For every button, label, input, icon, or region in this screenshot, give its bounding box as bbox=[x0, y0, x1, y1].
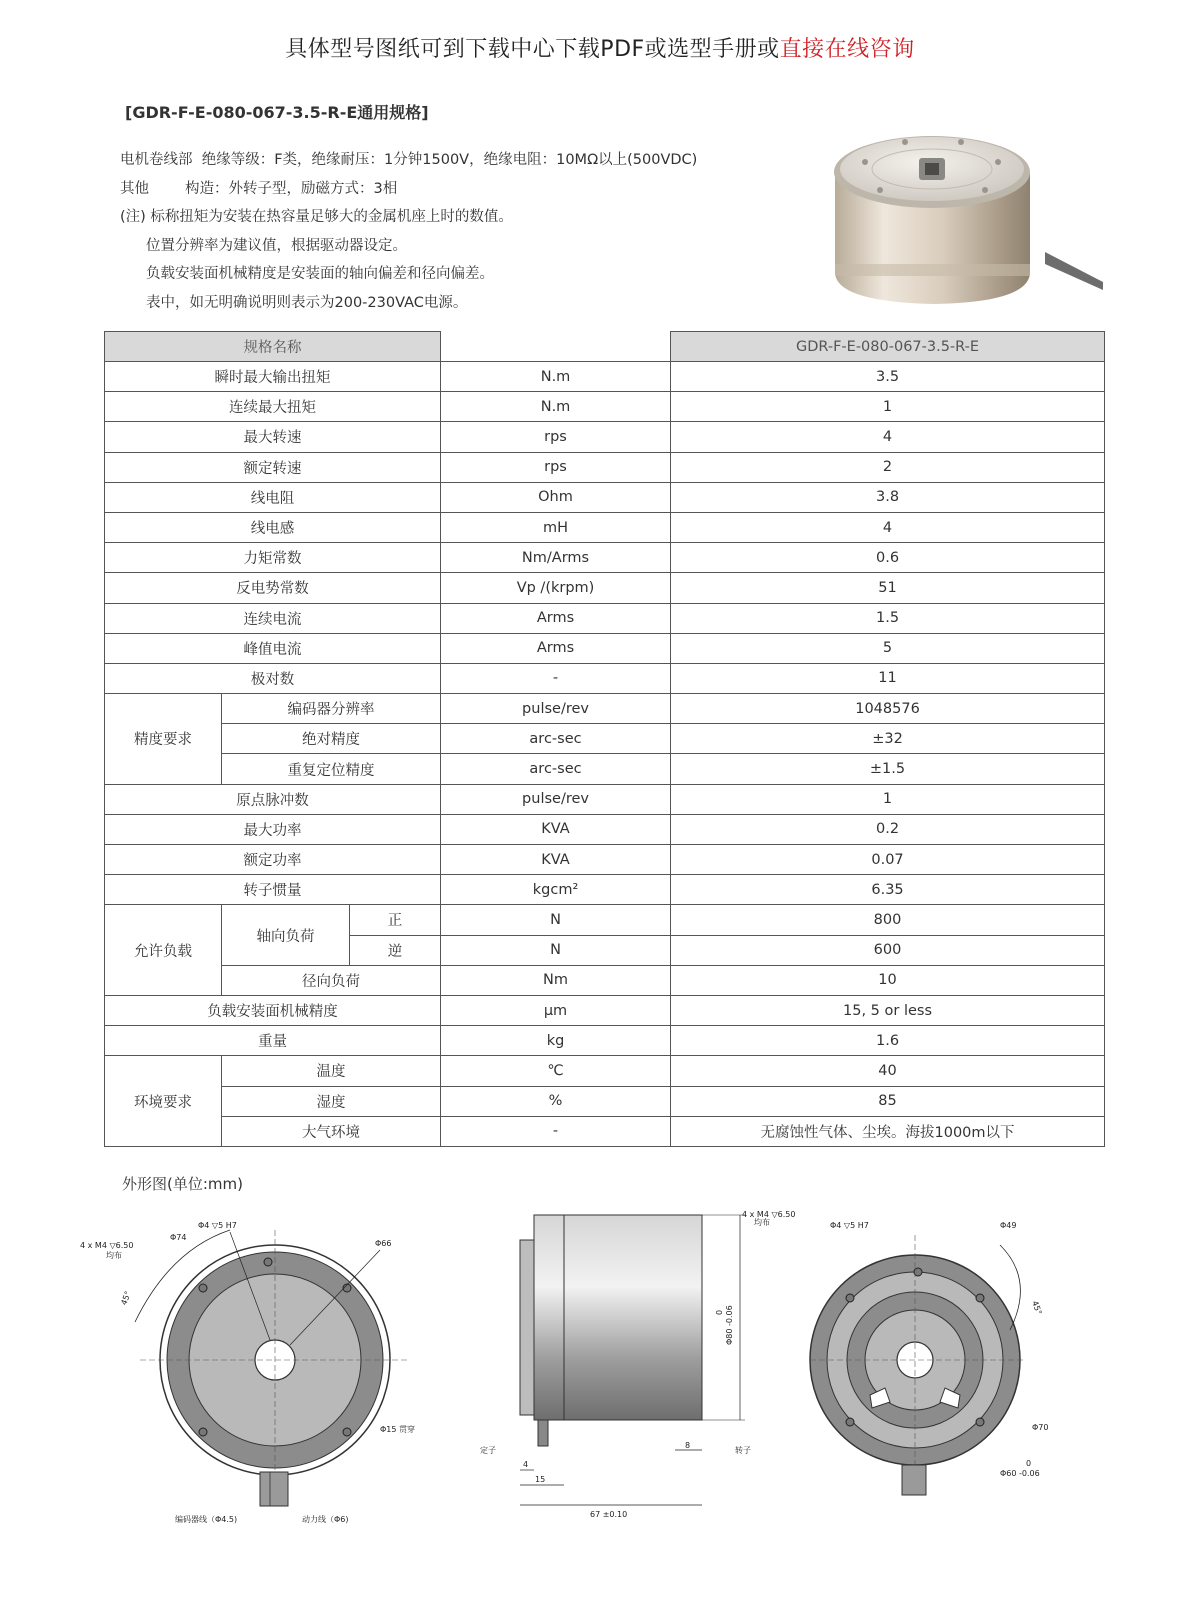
svg-text:67 ±0.10: 67 ±0.10 bbox=[590, 1510, 628, 1519]
table-row: 精度要求 编码器分辨率 pulse/rev 1048576 bbox=[105, 694, 1105, 724]
dimension-title: 外形图(单位:mm) bbox=[122, 1175, 243, 1193]
spec-table bbox=[104, 331, 1105, 1147]
svg-text:转子: 转子 bbox=[735, 1446, 751, 1455]
table-row: 环境要求 温度 ℃ 40 bbox=[105, 1056, 1105, 1086]
svg-text:4: 4 bbox=[523, 1460, 529, 1469]
svg-text:Φ60 -0.06: Φ60 -0.06 bbox=[1000, 1469, 1040, 1478]
note-line-2: 其他 构造：外转子型，励磁方式：3相 bbox=[120, 180, 398, 197]
svg-text:编码器线（Φ4.5): 编码器线（Φ4.5) bbox=[175, 1515, 238, 1524]
table-row: 线电阻 Ohm 3.8 bbox=[105, 482, 1105, 512]
svg-text:Φ49: Φ49 bbox=[1000, 1221, 1017, 1230]
svg-text:45°: 45° bbox=[1030, 1299, 1044, 1317]
svg-text:Φ80 -0.06: Φ80 -0.06 bbox=[725, 1305, 734, 1345]
svg-text:4 x M4 ▽6.50: 4 x M4 ▽6.50 bbox=[80, 1241, 134, 1250]
table-row: 重量 kg 1.6 bbox=[105, 1026, 1105, 1056]
table-row: 逆 N 600 bbox=[105, 935, 1105, 965]
motor-product-image bbox=[835, 132, 1105, 312]
group-precision: 精度要求 bbox=[105, 694, 222, 785]
svg-text:15: 15 bbox=[535, 1475, 546, 1484]
svg-text:Φ4 ▽5 H7: Φ4 ▽5 H7 bbox=[830, 1221, 869, 1230]
header-spec-name: 规格名称 bbox=[105, 332, 441, 362]
spec-notes bbox=[120, 146, 697, 317]
banner-text: 具体型号图纸可到下载中心下载PDF或选型手册或 bbox=[285, 37, 780, 62]
note-line-4: 位置分辨率为建议值，根据驱动器设定。 bbox=[146, 237, 407, 254]
side-view-drawing bbox=[480, 1205, 796, 1535]
table-row: 最大转速 rps 4 bbox=[105, 422, 1105, 452]
table-row: 连续电流 Arms 1.5 bbox=[105, 603, 1105, 633]
svg-text:Φ66: Φ66 bbox=[375, 1239, 392, 1248]
svg-text:定子: 定子 bbox=[480, 1446, 496, 1455]
note-line-5: 负载安装面机械精度是安装面的轴向偏差和径向偏差。 bbox=[146, 266, 494, 282]
front-view-drawing bbox=[80, 1210, 440, 1530]
svg-text:45°: 45° bbox=[119, 1289, 133, 1307]
svg-text:均布: 均布 bbox=[754, 1218, 770, 1227]
table-row: 绝对精度 arc-sec ±32 bbox=[105, 724, 1105, 754]
table-row: 线电感 mH 4 bbox=[105, 512, 1105, 542]
table-row: 峰值电流 Arms 5 bbox=[105, 633, 1105, 663]
group-environment: 环境要求 bbox=[105, 1056, 222, 1147]
table-row: 连续最大扭矩 N.m 1 bbox=[105, 392, 1105, 422]
table-row: 力矩常数 Nm/Arms 0.6 bbox=[105, 543, 1105, 573]
table-row: 大气环境 - 无腐蚀性气体、尘埃。海拔1000m以下 bbox=[105, 1116, 1105, 1146]
table-row: 额定转速 rps 2 bbox=[105, 452, 1105, 482]
table-row: 极对数 - 11 bbox=[105, 663, 1105, 693]
spec-title: [GDR-F-E-080-067-3.5-R-E通用规格] bbox=[125, 103, 429, 122]
svg-text:Φ74: Φ74 bbox=[170, 1233, 187, 1242]
svg-text:0: 0 bbox=[715, 1309, 724, 1315]
svg-text:均布: 均布 bbox=[106, 1251, 122, 1260]
table-row: 最大功率 KVA 0.2 bbox=[105, 814, 1105, 844]
table-row: 重复定位精度 arc-sec ±1.5 bbox=[105, 754, 1105, 784]
svg-text:Φ4 ▽5 H7: Φ4 ▽5 H7 bbox=[198, 1221, 237, 1230]
table-header-row bbox=[105, 332, 1105, 362]
header-model: GDR-F-E-080-067-3.5-R-E bbox=[671, 332, 1105, 362]
note-line-1: 电机卷线部 绝缘等级：F类，绝缘耐压：1分钟1500V，绝缘电阻：10MΩ以上(500VDC) bbox=[120, 152, 698, 168]
table-row: 转子惯量 kgcm² 6.35 bbox=[105, 875, 1105, 905]
table-row: 额定功率 KVA 0.07 bbox=[105, 845, 1105, 875]
table-row: 允许负载 轴向负荷 正 N 800 bbox=[105, 905, 1105, 935]
table-row: 瞬时最大输出扭矩 N.m 3.5 bbox=[105, 362, 1105, 392]
back-view-drawing bbox=[810, 1210, 1090, 1530]
svg-text:动力线（Φ6): 动力线（Φ6) bbox=[302, 1515, 349, 1524]
table-row: 负载安装面机械精度 μm 15, 5 or less bbox=[105, 995, 1105, 1025]
table-row: 反电势常数 Vp /(krpm) 51 bbox=[105, 573, 1105, 603]
table-row: 径向负荷 Nm 10 bbox=[105, 965, 1105, 995]
svg-text:4 x M4 ▽6.50: 4 x M4 ▽6.50 bbox=[742, 1210, 796, 1219]
consult-online-link[interactable]: 直接在线咨询 bbox=[779, 37, 915, 62]
axial-load-label: 轴向负荷 bbox=[222, 905, 350, 965]
svg-text:Φ70: Φ70 bbox=[1032, 1423, 1049, 1432]
page-banner bbox=[0, 32, 1200, 63]
svg-text:8: 8 bbox=[685, 1441, 691, 1450]
note-line-6: 表中，如无明确说明则表示为200-230VAC电源。 bbox=[146, 294, 468, 311]
svg-text:0: 0 bbox=[1026, 1459, 1032, 1468]
table-row: 原点脉冲数 pulse/rev 1 bbox=[105, 784, 1105, 814]
note-line-3: (注) 标称扭矩为安装在热容量足够大的金属机座上时的数值。 bbox=[120, 209, 513, 225]
svg-text:Φ15 贯穿: Φ15 贯穿 bbox=[380, 1425, 416, 1434]
group-load: 允许负载 bbox=[105, 905, 222, 996]
table-row: 湿度 % 85 bbox=[105, 1086, 1105, 1116]
